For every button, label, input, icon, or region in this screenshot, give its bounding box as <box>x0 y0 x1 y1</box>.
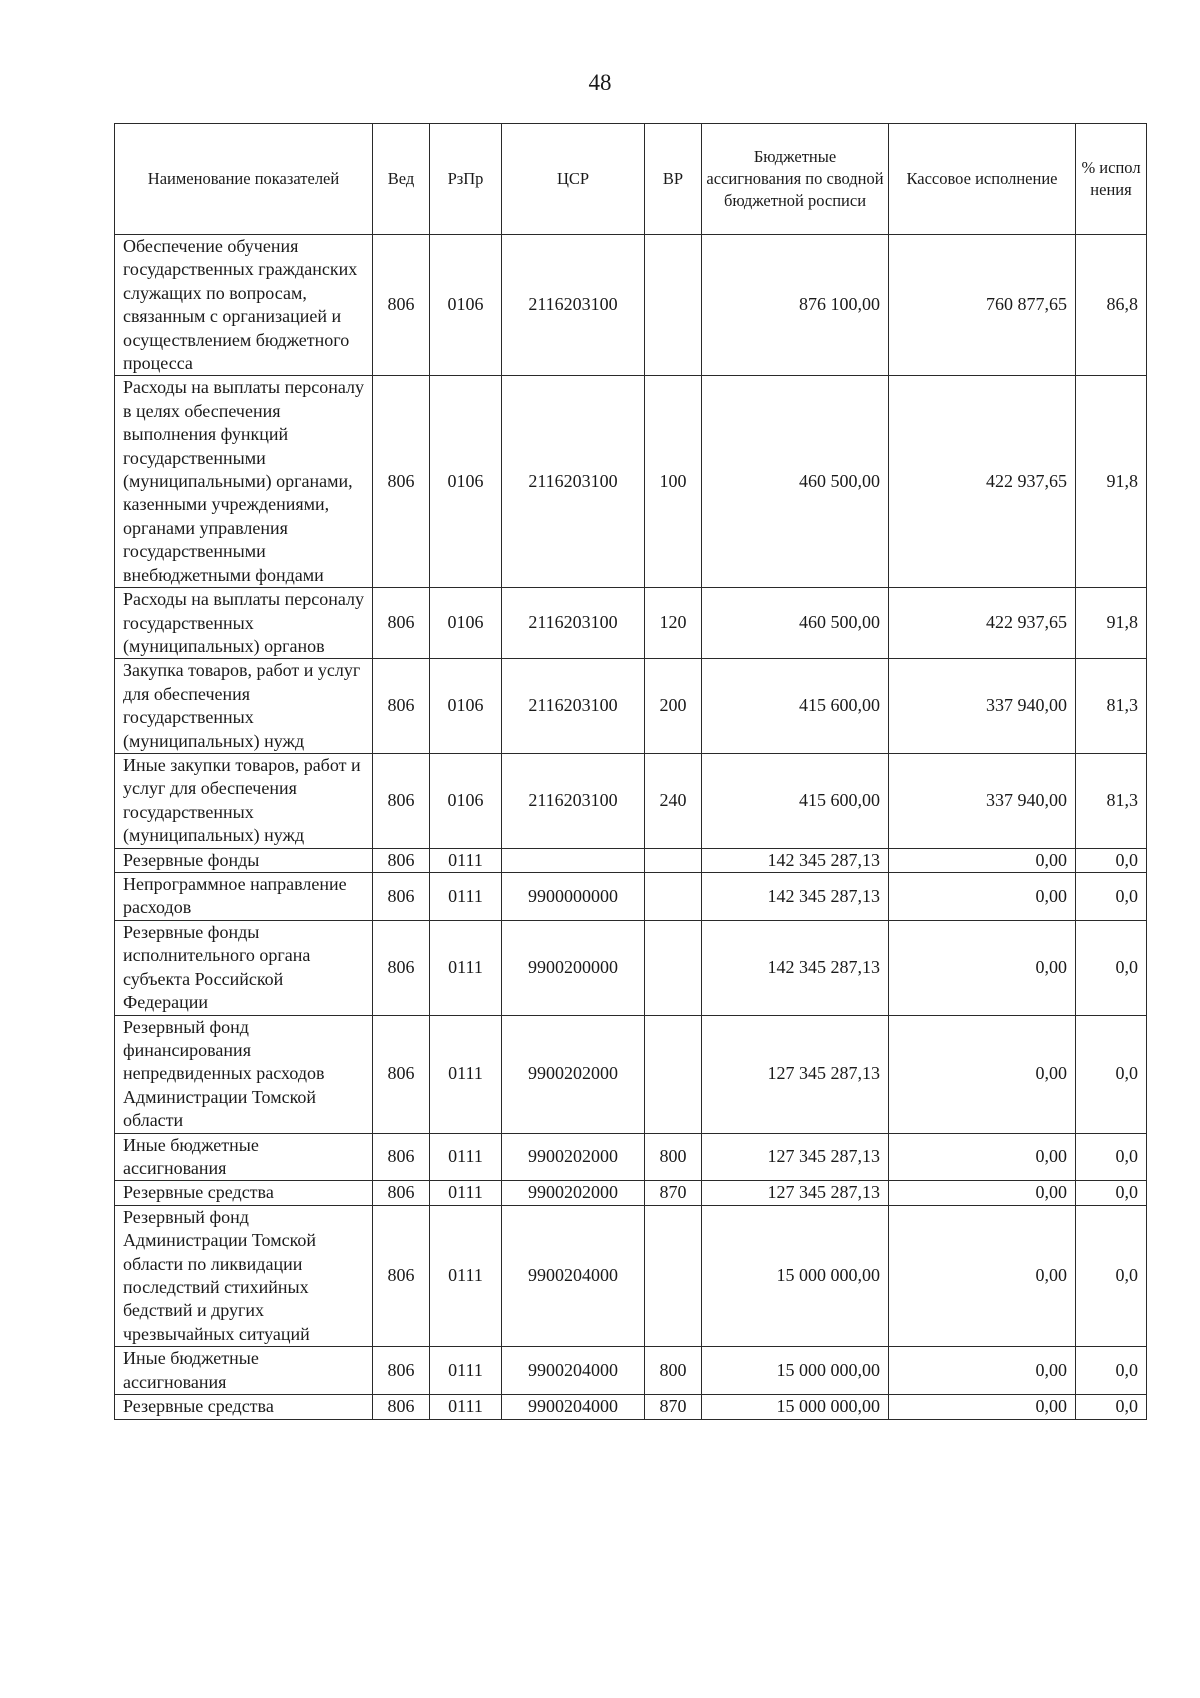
row-name: Резервные средства <box>115 1395 373 1420</box>
row-budget: 127 345 287,13 <box>702 1181 889 1206</box>
row-ved: 806 <box>373 235 430 376</box>
row-csr: 9900202000 <box>502 1015 645 1133</box>
row-budget: 15 000 000,00 <box>702 1395 889 1420</box>
header-row <box>115 124 1147 235</box>
row-cash: 337 940,00 <box>889 659 1076 754</box>
row-ved: 806 <box>373 588 430 659</box>
row-percent: 81,3 <box>1076 753 1147 848</box>
row-csr: 2116203100 <box>502 588 645 659</box>
row-ved: 806 <box>373 1205 430 1346</box>
row-csr: 9900000000 <box>502 873 645 921</box>
row-name: Резервный фонд финансирования непредвиденных расходов Администрации Томской области <box>115 1015 373 1133</box>
row-budget: 415 600,00 <box>702 659 889 754</box>
row-name: Обеспечение обучения государственных гражданских служащих по вопросам, связанным с организацией и осуществлением бюджетного процесса <box>115 235 373 376</box>
row-rzpr: 0106 <box>430 659 502 754</box>
row-csr: 9900204000 <box>502 1395 645 1420</box>
table-row <box>115 235 1147 376</box>
header-percent: % испол нения <box>1076 124 1147 235</box>
row-cash: 0,00 <box>889 1181 1076 1206</box>
row-name: Иные закупки товаров, работ и услуг для обеспечения государственных (муниципальных) нужд <box>115 753 373 848</box>
row-ved: 806 <box>373 1395 430 1420</box>
row-csr: 9900202000 <box>502 1133 645 1181</box>
row-name: Иные бюджетные ассигнования <box>115 1133 373 1181</box>
row-csr <box>502 848 645 873</box>
row-budget: 142 345 287,13 <box>702 920 889 1015</box>
row-percent: 0,0 <box>1076 848 1147 873</box>
row-budget: 127 345 287,13 <box>702 1133 889 1181</box>
row-vr: 800 <box>645 1347 702 1395</box>
header-csr: ЦСР <box>502 124 645 235</box>
row-vr <box>645 920 702 1015</box>
row-vr: 100 <box>645 376 702 588</box>
row-rzpr: 0106 <box>430 376 502 588</box>
row-name: Резервный фонд Администрации Томской области по ликвидации последствий стихийных бедствий и других чрезвычайных ситуаций <box>115 1205 373 1346</box>
row-percent: 0,0 <box>1076 1347 1147 1395</box>
row-cash: 0,00 <box>889 1347 1076 1395</box>
row-name: Закупка товаров, работ и услуг для обеспечения государственных (муниципальных) нужд <box>115 659 373 754</box>
row-cash: 0,00 <box>889 873 1076 921</box>
row-budget: 415 600,00 <box>702 753 889 848</box>
row-vr: 870 <box>645 1181 702 1206</box>
row-name: Иные бюджетные ассигнования <box>115 1347 373 1395</box>
row-vr <box>645 1205 702 1346</box>
row-percent: 81,3 <box>1076 659 1147 754</box>
row-cash: 760 877,65 <box>889 235 1076 376</box>
row-csr: 2116203100 <box>502 753 645 848</box>
row-percent: 0,0 <box>1076 1205 1147 1346</box>
row-rzpr: 0111 <box>430 1347 502 1395</box>
row-budget: 876 100,00 <box>702 235 889 376</box>
row-vr: 240 <box>645 753 702 848</box>
page-number: 48 <box>588 70 612 95</box>
row-ved: 806 <box>373 659 430 754</box>
row-ved: 806 <box>373 1181 430 1206</box>
row-budget: 15 000 000,00 <box>702 1347 889 1395</box>
header-cash: Кассовое исполнение <box>889 124 1076 235</box>
table-row <box>115 1395 1147 1420</box>
row-vr: 120 <box>645 588 702 659</box>
row-ved: 806 <box>373 920 430 1015</box>
row-cash: 0,00 <box>889 1205 1076 1346</box>
row-budget: 142 345 287,13 <box>702 848 889 873</box>
row-vr <box>645 848 702 873</box>
row-vr: 800 <box>645 1133 702 1181</box>
row-budget: 460 500,00 <box>702 588 889 659</box>
row-csr: 9900202000 <box>502 1181 645 1206</box>
row-name: Расходы на выплаты персоналу государственных (муниципальных) органов <box>115 588 373 659</box>
row-rzpr: 0111 <box>430 1181 502 1206</box>
table-row <box>115 376 1147 588</box>
table-row <box>115 1347 1147 1395</box>
row-name: Резервные фонды исполнительного органа субъекта Российской Федерации <box>115 920 373 1015</box>
header-rzpr: РзПр <box>430 124 502 235</box>
row-ved: 806 <box>373 1133 430 1181</box>
row-name: Непрограммное направление расходов <box>115 873 373 921</box>
table-row <box>115 753 1147 848</box>
table-row <box>115 1133 1147 1181</box>
row-vr <box>645 873 702 921</box>
row-vr: 870 <box>645 1395 702 1420</box>
table-row <box>115 1205 1147 1346</box>
table-row <box>115 659 1147 754</box>
row-cash: 0,00 <box>889 848 1076 873</box>
row-ved: 806 <box>373 753 430 848</box>
row-ved: 806 <box>373 848 430 873</box>
table-body <box>115 235 1147 1420</box>
row-cash: 0,00 <box>889 920 1076 1015</box>
row-ved: 806 <box>373 1347 430 1395</box>
row-vr: 200 <box>645 659 702 754</box>
row-rzpr: 0111 <box>430 848 502 873</box>
row-budget: 460 500,00 <box>702 376 889 588</box>
header-ved: Вед <box>373 124 430 235</box>
header-budget: Бюджетные ассигнования по сводной бюджетной росписи <box>702 124 889 235</box>
row-csr: 9900200000 <box>502 920 645 1015</box>
row-ved: 806 <box>373 376 430 588</box>
row-name: Резервные фонды <box>115 848 373 873</box>
row-budget: 15 000 000,00 <box>702 1205 889 1346</box>
row-cash: 0,00 <box>889 1395 1076 1420</box>
row-cash: 422 937,65 <box>889 376 1076 588</box>
row-percent: 0,0 <box>1076 1015 1147 1133</box>
row-cash: 422 937,65 <box>889 588 1076 659</box>
row-name: Резервные средства <box>115 1181 373 1206</box>
row-rzpr: 0111 <box>430 1133 502 1181</box>
row-percent: 91,8 <box>1076 376 1147 588</box>
table-row <box>115 588 1147 659</box>
header-vr: ВР <box>645 124 702 235</box>
row-percent: 0,0 <box>1076 920 1147 1015</box>
row-rzpr: 0111 <box>430 1395 502 1420</box>
row-csr: 2116203100 <box>502 235 645 376</box>
header-name: Наименование показателей <box>115 124 373 235</box>
row-cash: 0,00 <box>889 1133 1076 1181</box>
table-row <box>115 1015 1147 1133</box>
row-budget: 142 345 287,13 <box>702 873 889 921</box>
row-percent: 91,8 <box>1076 588 1147 659</box>
row-csr: 2116203100 <box>502 659 645 754</box>
row-rzpr: 0111 <box>430 1205 502 1346</box>
table-row <box>115 848 1147 873</box>
row-cash: 0,00 <box>889 1015 1076 1133</box>
row-percent: 0,0 <box>1076 1133 1147 1181</box>
row-percent: 0,0 <box>1076 1181 1147 1206</box>
row-percent: 0,0 <box>1076 1395 1147 1420</box>
table-row <box>115 873 1147 921</box>
row-ved: 806 <box>373 1015 430 1133</box>
row-rzpr: 0111 <box>430 873 502 921</box>
row-vr <box>645 1015 702 1133</box>
row-percent: 0,0 <box>1076 873 1147 921</box>
row-csr: 9900204000 <box>502 1205 645 1346</box>
row-rzpr: 0106 <box>430 588 502 659</box>
row-rzpr: 0106 <box>430 235 502 376</box>
row-name: Расходы на выплаты персоналу в целях обеспечения выполнения функций государственными (муниципальными) органами, казенными учреждениями, органами управления государственными внебюджетными фондами <box>115 376 373 588</box>
row-budget: 127 345 287,13 <box>702 1015 889 1133</box>
row-ved: 806 <box>373 873 430 921</box>
row-csr: 9900204000 <box>502 1347 645 1395</box>
budget-table <box>114 123 1147 1420</box>
row-cash: 337 940,00 <box>889 753 1076 848</box>
row-rzpr: 0111 <box>430 920 502 1015</box>
row-vr <box>645 235 702 376</box>
row-csr: 2116203100 <box>502 376 645 588</box>
row-rzpr: 0111 <box>430 1015 502 1133</box>
row-percent: 86,8 <box>1076 235 1147 376</box>
table-row <box>115 1181 1147 1206</box>
row-rzpr: 0106 <box>430 753 502 848</box>
table-row <box>115 920 1147 1015</box>
